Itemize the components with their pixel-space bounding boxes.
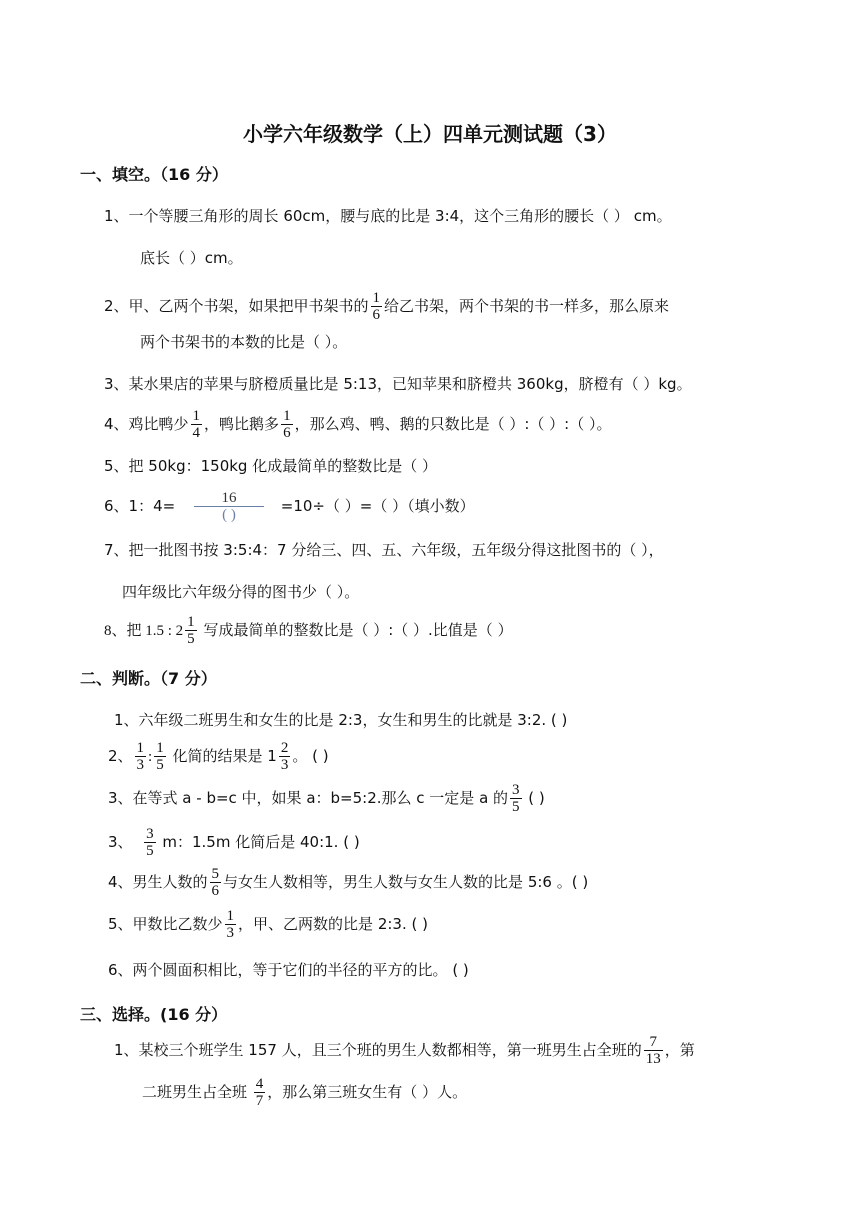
fill-q8-text-a: 8、把 1.5 : 2	[104, 623, 184, 639]
judge-q5-text-b: 与女生人数相等，男生人数与女生人数的比是 5:6 。( )	[223, 873, 589, 891]
fraction-three-fifths-b	[144, 826, 156, 859]
fraction-five-sixths	[210, 866, 222, 899]
fraction-one-fifth-b	[154, 740, 166, 773]
fraction-numerator: 2	[280, 740, 289, 756]
judge-q4-text-b: m：1.5m 化简后是 40:1. ( )	[157, 833, 360, 851]
judge-q7: 6、两个圆面积相比，等于它们的半径的平方的比。 ( )	[108, 961, 469, 979]
fraction-one-sixth	[371, 290, 383, 323]
choice-q1-text-c: 二班男生占全班	[142, 1083, 248, 1101]
fraction-denominator: 3	[280, 757, 289, 773]
choice-q1-line2	[142, 1076, 467, 1116]
fill-q2-line2: 两个书架书的本数的比是（ ）。	[140, 333, 348, 351]
judge-q6-text-b: ，甲、乙两数的比是 2:3. ( )	[238, 915, 428, 933]
fraction-numerator: 7	[644, 1034, 663, 1051]
judge-q4	[108, 826, 360, 866]
section-fill-heading: 一、填空。（16 分）	[80, 165, 228, 184]
judge-q3	[108, 782, 545, 822]
fraction-denominator: 4	[192, 425, 201, 441]
judge-q4-text-a: 3、	[108, 833, 133, 851]
fill-q6	[104, 490, 475, 528]
fill-q7-line1: 7、把一批图书按 3:5:4：7 分给三、四、五、六年级，五年级分得这批图书的（ ），	[104, 541, 664, 559]
fraction-denominator: 13	[645, 1051, 661, 1067]
fill-q7-line2: 四年级比六年级分得的图书少（ ）。	[122, 583, 360, 601]
fraction-denominator: 5	[512, 799, 520, 815]
fill-q2-text-b: 给乙书架，两个书架的书一样多，那么原来	[384, 297, 670, 315]
fraction-denominator: 6	[283, 425, 291, 441]
fraction-one-fifth	[185, 614, 197, 647]
judge-q5-text-a: 4、男生人数的	[108, 873, 208, 891]
fill-q4	[104, 408, 611, 448]
judge-q2: 2、 $\frac{1}{3}$ : $\frac{1}{5}$ 化简的结果是 1 $\frac{2}{3}$ 。 ( )	[108, 740, 329, 773]
fraction-numerator: 1	[156, 740, 164, 756]
fill-q6-text-a: 6、1：4=	[104, 497, 176, 515]
fill-q8-text-b: 写成最简单的整数比是（ ）:（ ）.比值是（ ）	[198, 621, 513, 639]
fraction-one-fourth	[191, 408, 203, 441]
fraction-denominator: 5	[146, 843, 154, 859]
choice-q1-line1	[114, 1034, 695, 1074]
fraction-numerator: 3	[512, 782, 520, 798]
fill-q8	[104, 614, 513, 654]
fraction-denominator: 7	[255, 1093, 264, 1109]
fraction-numerator: 1	[136, 740, 145, 756]
fraction-numerator: 5	[211, 866, 220, 882]
fraction-numerator: 4	[255, 1076, 264, 1092]
fraction-numerator: 3	[146, 826, 154, 842]
fraction-one-third	[135, 740, 147, 773]
choice-q1-text-a: 1、某校三个班学生 157 人，且三个班的男生人数都相等，第一班男生占全班的	[114, 1041, 642, 1059]
section-judge-heading: 二、判断。（7 分）	[80, 669, 217, 688]
judge-q3-text-b: ( )	[523, 789, 545, 807]
fraction-16-blank	[194, 490, 264, 523]
fraction-numerator: 1	[283, 408, 291, 424]
fraction-denominator: 5	[156, 757, 164, 773]
judge-q6-text-a: 5、甲数比乙数少	[108, 915, 223, 933]
fill-q3: 3、某水果店的苹果与脐橙质量比是 5:13，已知苹果和脐橙共 360kg，脐橙有（ ）kg。	[104, 375, 692, 393]
fraction-three-fifths	[510, 782, 522, 815]
choice-q1-text-b: ，第	[664, 1041, 695, 1059]
fill-q2-line1	[104, 290, 669, 330]
fraction-numerator: 16	[194, 490, 264, 507]
fraction-denominator: 3	[226, 925, 235, 941]
fill-q5: 5、把 50kg：150kg 化成最简单的整数比是（ ）	[104, 457, 437, 475]
fraction-denominator: 6	[372, 307, 381, 323]
fraction-denominator: 5	[187, 631, 195, 647]
judge-q2-text-c: 。 ( )	[292, 747, 329, 765]
fill-q4-text-b: ，鸭比鹅多	[204, 415, 280, 433]
fraction-two-thirds	[279, 740, 291, 773]
fill-q6-text-b: =10÷（ ）=（ ）（填小数）	[280, 497, 475, 515]
fraction-numerator: 1	[192, 408, 201, 424]
judge-q5	[108, 866, 588, 906]
judge-q3-text-a: 3、在等式 a - b=c 中，如果 a：b=5:2.那么 c 一定是 a 的	[108, 789, 509, 807]
fraction-four-sevenths	[254, 1076, 266, 1109]
fraction-numerator: 1	[226, 908, 235, 924]
fill-q2-text-a: 2、甲、乙两个书架，如果把甲书架书的	[104, 297, 369, 315]
judge-q6	[108, 908, 428, 948]
judge-q1: 1、六年级二班男生和女生的比是 2:3，女生和男生的比就是 3:2. ( )	[114, 711, 568, 729]
fraction-one-third-b	[225, 908, 237, 941]
fraction-numerator: 1	[187, 614, 195, 630]
choice-q1-text-d: ，那么第三班女生有（ ）人。	[267, 1083, 468, 1101]
fraction-denominator: 6	[211, 883, 220, 899]
judge-q2-text-a: 2、	[108, 747, 133, 765]
section-choice-heading: 三、选择。(16 分）	[80, 1005, 228, 1024]
fraction-denominator: 3	[136, 757, 145, 773]
fill-q1-line1: 1、一个等腰三角形的周长 60cm，腰与底的比是 3:4，这个三角形的腰长（ ） cm。	[104, 207, 672, 225]
fraction-numerator: 1	[372, 290, 381, 306]
fill-q1-line2: 底长（ ）cm。	[140, 249, 243, 267]
judge-q2-text-b: 化简的结果是 1	[172, 747, 277, 765]
fraction-seven-thirteenths	[644, 1034, 663, 1067]
fraction-denominator: ( )	[222, 507, 236, 523]
page-title: 小学六年级数学（上）四单元测试题（3）	[243, 122, 617, 146]
fraction-one-sixth-b	[281, 408, 293, 441]
fill-q4-text-a: 4、鸡比鸭少	[104, 415, 189, 433]
fill-q4-text-c: ，那么鸡、鸭、鹅的只数比是（ ）:（ ）:（ ）。	[294, 415, 612, 433]
